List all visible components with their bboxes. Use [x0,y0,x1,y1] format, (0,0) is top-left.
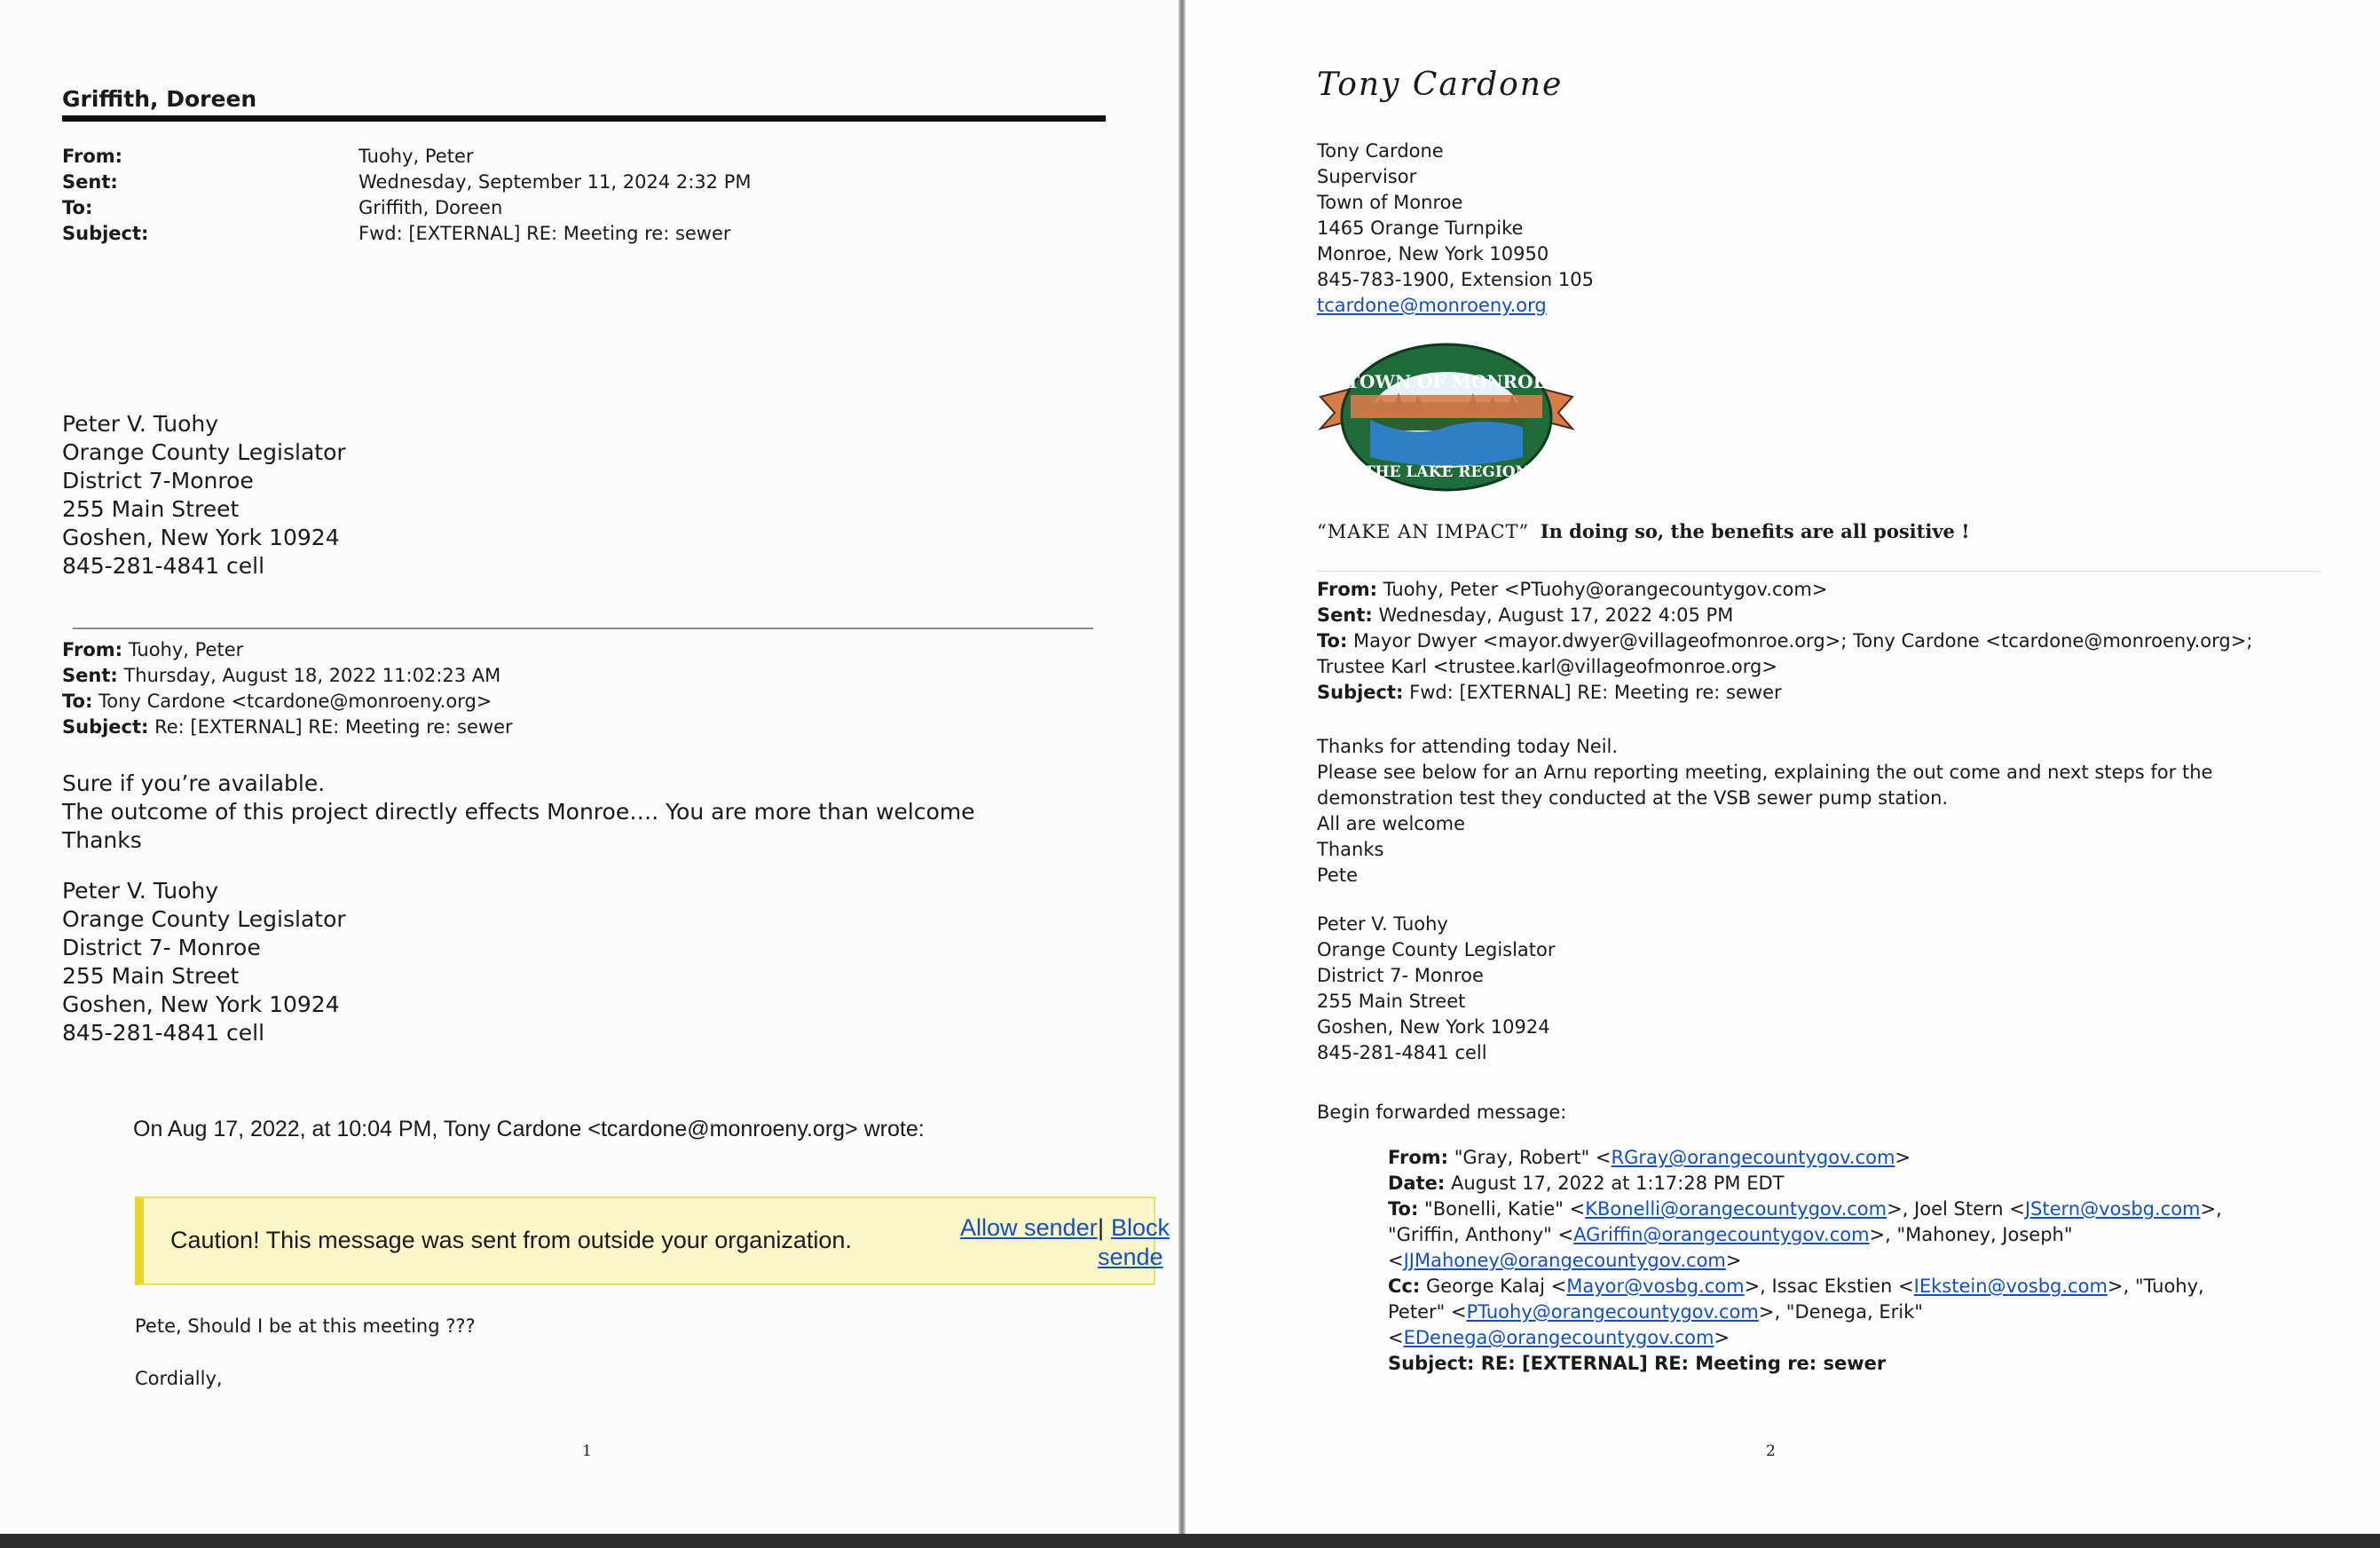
orig-cc-email-link[interactable]: IEkstein@vosbg.com [1913,1276,2108,1297]
orig-to-text: >, [2200,1198,2222,1220]
signature-line: Monroe, New York 10950 [1317,243,1549,265]
fwd-sent-value: Wednesday, August 17, 2022 4:05 PM [1372,604,1734,626]
caution-text: Caution! This message was sent from outside your organization. [170,1227,852,1253]
impact-quote: “MAKE AN IMPACT” [1317,521,1530,542]
page-number: 1 [582,1442,592,1460]
reply-sent-label: Sent: [62,665,118,686]
orig-to-email-link[interactable]: AGriffin@orangecountygov.com [1573,1224,1870,1245]
signature-line: Peter V. Tuohy [62,411,219,437]
orig-date-label: Date: [1388,1173,1446,1194]
meta-subject-label: Subject: [62,223,149,244]
scan-bottom-edge [0,1534,2380,1548]
orig-cc-text: > [1714,1327,1730,1348]
orig-cc-email-link[interactable]: PTuohy@orangecountygov.com [1466,1301,1759,1323]
mailbox-owner-name: Griffith, Doreen [62,86,257,112]
signature-line: Goshen, New York 10924 [62,525,340,550]
body-line: The outcome of this project directly effects Monroe…. You are more than welcome [62,799,975,825]
forward-body [1317,734,2212,889]
quoted-line: Pete, Should I be at this meeting ??? [135,1315,476,1337]
link-separator: | [1098,1214,1105,1241]
page-number: 2 [1766,1442,1776,1460]
begin-forwarded-label: Begin forwarded message: [1317,1102,1567,1123]
signature-line: 1465 Orange Turnpike [1317,217,1524,239]
block-sender-link[interactable]: Block [1111,1214,1170,1241]
signature-line: Goshen, New York 10924 [1317,1016,1550,1038]
body-line: Thanks [1317,839,1384,860]
reply-subject-value: Re: [EXTERNAL] RE: Meeting re: sewer [148,716,513,738]
fwd-subject-label: Subject: [1317,682,1404,703]
fwd-to-value: Mayor Dwyer <mayor.dwyer@villageofmonroe.org>; Tony Cardone <tcardone@monroeny.org>; [1347,630,2253,652]
reply-subject-label: Subject: [62,716,149,738]
reply-to-value: Tony Cardone <tcardone@monroeny.org> [92,691,493,712]
quoted-intro-line: On Aug 17, 2022, at 10:04 PM, Tony Cardone <tcardone@monroeny.org> wrote: [133,1117,925,1141]
orig-cc-email-link[interactable]: EDenega@orangecountygov.com [1403,1327,1714,1348]
fwd-from-label: From: [1317,579,1378,600]
orig-to-text: >, "Mahoney, Joseph" [1869,1224,2073,1245]
meta-subject-value: Fwd: [EXTERNAL] RE: Meeting re: sewer [359,223,731,244]
signature-line: 255 Main Street [62,963,240,989]
logo-top-text: TOWN OF MONROE [1346,371,1547,392]
fwd-subject-value: Fwd: [EXTERNAL] RE: Meeting re: sewer [1403,682,1782,703]
impact-tagline: In doing so, the benefits are all positive ! [1540,520,1970,542]
town-of-monroe-logo [1315,342,1578,493]
reply-from-value: Tuohy, Peter [122,639,244,660]
signature-line: 845-281-4841 cell [62,1020,265,1046]
orig-from-label: From: [1388,1147,1449,1168]
body-line: Pete [1317,865,1358,886]
orig-cc-email-link[interactable]: Mayor@vosbg.com [1566,1276,1745,1297]
signature-line: Tony Cardone [1317,140,1444,162]
body-line: Thanks [62,827,142,853]
signature-line: 255 Main Street [1317,991,1466,1012]
reply-from-label: From: [62,639,123,660]
page-gutter [1178,0,1186,1548]
reply-header [62,637,513,740]
separator-rule [73,628,1093,629]
orig-cc-text: >, "Tuohy, [2107,1276,2204,1297]
logo-bottom-text: THE LAKE REGION [1363,463,1530,481]
orig-to-text: "Bonelli, Katie" < [1418,1198,1586,1220]
cursive-signature: Tony Cardone [1317,67,1564,103]
allow-sender-link[interactable]: Allow sender [960,1214,1098,1241]
signature-block-1 [62,410,346,580]
orig-cc-text: >, Issac Ekstien < [1744,1276,1914,1297]
signature-line: Orange County Legislator [62,439,346,465]
body-line: Please see below for an Arnu reporting meeting, explaining the out come and next steps for the [1317,762,2213,783]
signature-line: Orange County Legislator [62,906,346,932]
reply-to-label: To: [62,691,93,712]
orig-to-label: To: [1388,1198,1419,1220]
signature-line: District 7- Monroe [62,935,261,960]
orig-from-end: > [1895,1147,1911,1168]
orig-cc-text: >, "Denega, Erik" [1758,1301,1923,1323]
fwd-sent-label: Sent: [1317,604,1373,626]
orig-cc-label: Cc: [1388,1276,1421,1297]
email-link[interactable]: tcardone@monroeny.org [1317,295,1547,316]
signature-line: Orange County Legislator [1317,939,1556,960]
document-page-1 [0,0,1178,1534]
document-page-2 [1186,0,2380,1534]
orig-subject-label: Subject: [1388,1353,1475,1374]
fwd-from-value: Tuohy, Peter <PTuohy@orangecountygov.com> [1377,579,1828,600]
signature-line: District 7-Monroe [62,468,254,494]
signature-line: Town of Monroe [1317,192,1463,213]
forwarded-message-header [1388,1145,2329,1377]
signature-line: 255 Main Street [62,496,240,522]
signature-line: 845-783-1900, Extension 105 [1317,269,1594,290]
forward-header [1317,577,2252,706]
body-line: demonstration test they conducted at the VSB sewer pump station. [1317,787,1949,809]
orig-from-email-link[interactable]: RGray@orangecountygov.com [1611,1147,1895,1168]
external-caution-banner [135,1197,1170,1285]
orig-cc-text: < [1388,1327,1404,1348]
orig-to-email-link[interactable]: KBonelli@orangecountygov.com [1585,1198,1887,1220]
separator-rule [1317,571,2320,572]
orig-date-value: August 17, 2022 at 1:17:28 PM EDT [1445,1173,1785,1194]
signature-line: Peter V. Tuohy [1317,913,1448,935]
meta-sent-value: Wednesday, September 11, 2024 2:32 PM [359,171,752,193]
meta-from-value: Tuohy, Peter [359,146,474,167]
orig-cc-text: George Kalaj < [1420,1276,1567,1297]
orig-to-text: >, Joel Stern < [1887,1198,2025,1220]
orig-to-email-link[interactable]: JJMahoney@orangecountygov.com [1403,1250,1726,1271]
signature-line: Peter V. Tuohy [62,878,219,904]
meta-from-label: From: [62,146,123,167]
reply-body [62,770,975,855]
signature-line: 845-281-4841 cell [62,553,265,579]
header-rule [62,115,1106,122]
fwd-to-label: To: [1317,630,1348,652]
signature-line: 845-281-4841 cell [1317,1042,1487,1063]
body-line: Thanks for attending today Neil. [1317,736,1619,757]
orig-to-email-link[interactable]: JStern@vosbg.com [2024,1198,2201,1220]
sender-signature-block [1317,138,1594,319]
orig-subject-value: RE: [EXTERNAL] RE: Meeting re: sewer [1474,1353,1887,1374]
orig-cc-text: Peter" < [1388,1301,1467,1323]
signature-line: District 7- Monroe [1317,965,1484,986]
orig-to-text: "Griffin, Anthony" < [1388,1224,1574,1245]
impact-slogan [1317,522,1969,541]
meta-to-value: Griffith, Doreen [359,197,503,218]
forward-signature-block [1317,912,1556,1066]
orig-to-text: < [1388,1250,1404,1271]
body-line: All are welcome [1317,813,1466,834]
signature-line: Goshen, New York 10924 [62,991,340,1017]
meta-sent-label: Sent: [62,171,118,193]
orig-from-name: "Gray, Robert" < [1448,1147,1612,1168]
orig-to-text: > [1725,1250,1742,1271]
quoted-closing: Cordially, [135,1368,223,1389]
reply-sent-value: Thursday, August 18, 2022 11:02:23 AM [117,665,501,686]
block-sender-link-wrap[interactable]: sende [1098,1244,1163,1270]
signature-line: Supervisor [1317,166,1417,187]
body-line: Sure if you’re available. [62,770,326,796]
signature-block-2 [62,877,346,1047]
fwd-to-value-cont: Trustee Karl <trustee.karl@villageofmonroe.org> [1317,656,1777,677]
meta-to-label: To: [62,197,93,218]
